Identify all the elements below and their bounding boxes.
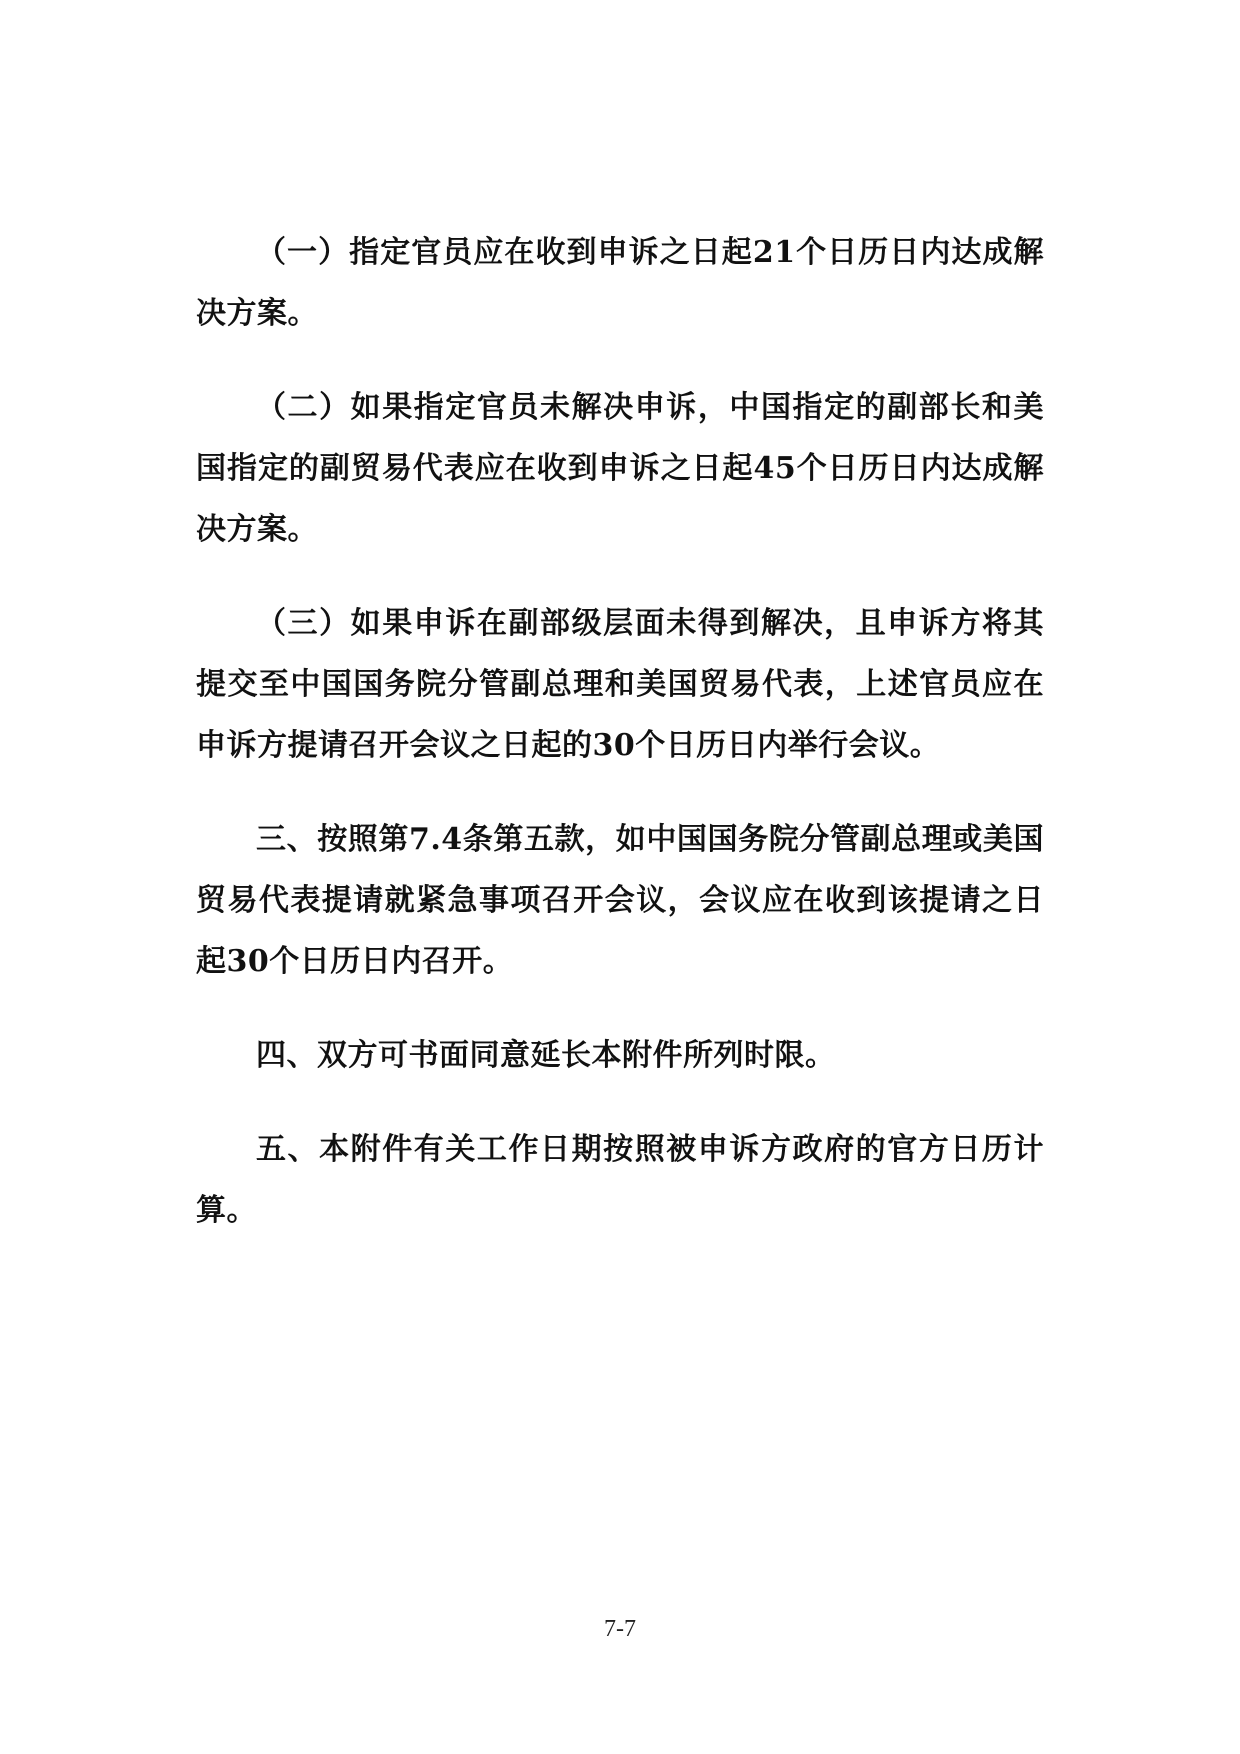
- paragraph-section-five-calendar: 五、本附件有关工作日期按照被申诉方政府的官方日历计算。: [196, 1132, 1044, 1228]
- paragraph-3-deadline-vice-premier-meeting: （三）如果申诉在副部级层面未得到解决，且申诉方将其提交至中国国务院分管副总理和美国贸易代表，上述官员应在申诉方提请召开会议之日起的30个日历日内举行会议。: [196, 606, 1044, 763]
- paragraph-2-deadline-vice-ministers: （二）如果指定官员未解决申诉，中国指定的副部长和美国指定的副贸易代表应在收到申诉之日起45个日历日内达成解决方案。: [196, 390, 1044, 547]
- paragraph-1-deadline-designated-officials: （一）指定官员应在收到申诉之日起21个日历日内达成解决方案。: [196, 235, 1044, 331]
- paragraph-section-three-urgent-matters: 三、按照第7.4条第五款，如中国国务院分管副总理或美国贸易代表提请就紧急事项召开会议，会议应在收到该提请之日起30个日历日内召开。: [196, 822, 1044, 979]
- page-number: 7-7: [604, 1616, 636, 1642]
- document-body: [196, 222, 1044, 1274]
- paragraph-section-four-extension: 四、双方可书面同意延长本附件所列时限。: [256, 1038, 836, 1073]
